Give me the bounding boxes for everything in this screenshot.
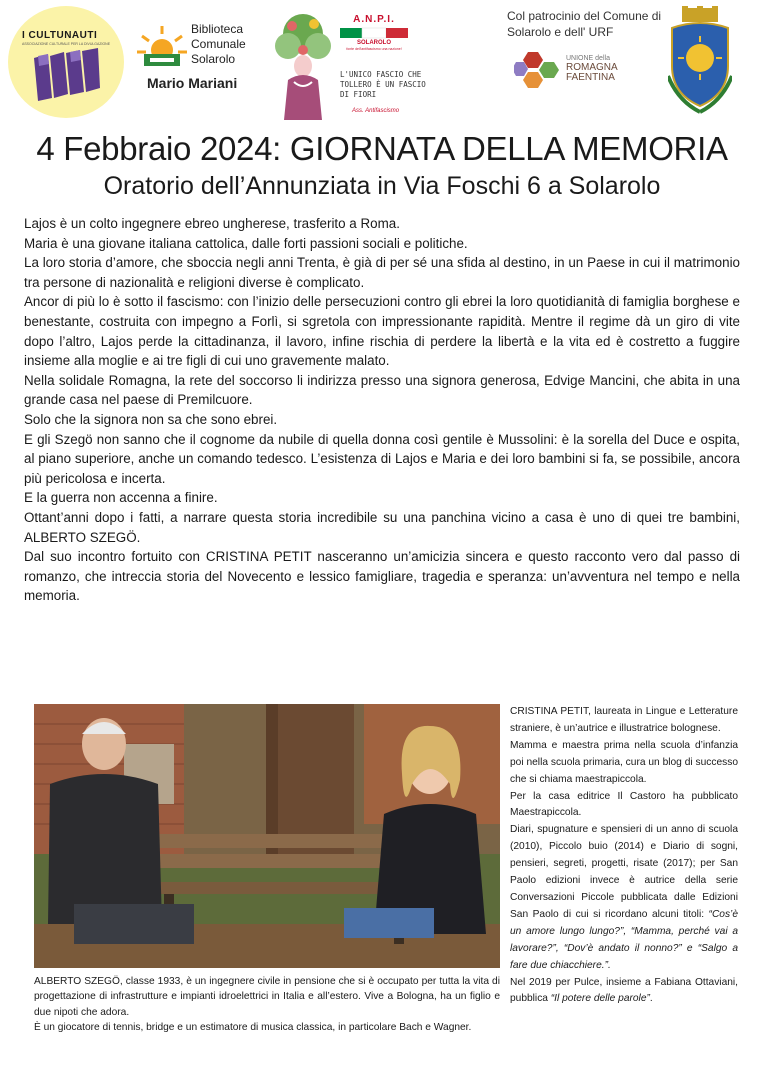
cultunauti-name: I CULTUNAUTI [22,30,98,41]
biblioteca-line3: Solarolo [191,52,236,66]
story-paragraph: Maria è una giovane italiana cattolica, dalle forti passioni sociali e politiche. [24,235,468,251]
caption-paragraph: È un giocatore di tennis, bridge e un estimatore di musica classica, in particolare Bach e Wagner. [34,1022,472,1034]
page-title: 4 Febbraio 2024: GIORNATA DELLA MEMORIA [36,130,728,167]
bio-book-title: “Il potere delle parole” [550,993,650,1005]
cristina-bio [510,704,738,1008]
biblioteca-name: Mario Mariani [147,75,238,91]
story-paragraph: Ottant’anni dopo i fatti, a narrare questa storia incredibile su una panchina vicino a casa è uno di quei tre bambini, ALBERTO SZEGÖ. [24,509,740,545]
bio-text: Diari, spugnature e spensieri di un anno di scuola (2010), Piccolo buio (2014) e Diario di sogni, pensieri, segreti, progetti, risate (2017); per San Paolo edizioni invece è autrice della serie Conversazioni Piccole pubblicata dalle Edizioni San Paolo di cui si ricordano alcuni titoli: [510,824,738,920]
anpi-note: fonte dell'antifascismo una nazione! [346,47,402,51]
bio-text: Nel 2019 per Pulce, insieme a Fabiana Ottaviani, pubblica [510,976,738,1005]
authors-photo [34,704,500,968]
unione-line1: UNIONE della [566,55,610,62]
bio-paragraph: CRISTINA PETIT, laureata in Lingue e Letterature straniere, è un’autrice e illustratrice bolognese. [510,706,738,734]
bio-paragraph: Per la casa editrice Il Castoro ha pubblicato Maestrapiccola. [510,790,738,819]
bio-paragraph: Mamma e maestra prima nella scuola d’infanzia poi nella scuola primaria, cura un blog di successo che si chiama maestrapiccola. [510,739,738,785]
biblioteca-line1: Biblioteca [191,22,244,36]
story-paragraph: E la guerra non accenna a finire. [24,490,218,506]
bio-paragraph [510,975,738,1009]
story-paragraph: Lajos è un colto ingegnere ebreo ungherese, trasferito a Roma. [24,216,400,231]
anpi-town: SOLAROLO [357,40,391,46]
biblioteca-line2: Comunale [191,37,246,51]
page-subtitle: Oratorio dell’Annunziata in Via Foschi 6 a Solarolo [103,172,661,200]
story-paragraph: Solo che la signora non sa che sono ebrei. [24,411,278,427]
unione-hexagons-icon [514,50,564,94]
alberto-caption [34,974,500,1036]
biblioteca-label [191,22,246,67]
story-paragraph: Dal suo incontro fortuito con CRISTINA PETIT nasceranno un’amicizia sincera e questo racconto vero dal passo di romanzo, che intreccia storia del Novecento e lessico famigliare, tragedia e speranza: un’avventura nel tempo e nella memoria. [24,549,740,604]
story-paragraph: Ancor di più lo è sotto il fascismo: con l’inizio delle persecuzioni contro gli ebrei la loro quotidianità di famiglia borghese e benestante, costruita con impegno a Forlì, si sgretola con impressionante rapidità. Mentre il regime dà un giro di vite dopo l’altro, Lajos perde la cittadinanza, il lavoro, infine rischia di perdere la libertà e la vita ed è costretto a fuggire insieme alla moglie e ai tre figli di cui uno gravemente malato. [24,294,740,369]
patronage-text: Col patrocinio del Comune di Solarolo e dell' URF [507,9,662,39]
anpi-name: A.N.P.I. [353,14,395,25]
story-paragraph: Nella solidale Romagna, la rete del soccorso li indirizza presso una signora generosa, Edvige Mancini, che abita in una grande casa nel paese di Premilcuore. [24,372,740,408]
caption-paragraph: ALBERTO SZEGÖ, classe 1933, è un ingegnere civile in pensione che si è occupato per tutta la vita di progettazione di infrastrutture e impianti idroelettrici in Italia e all’estero. Vive a Bologna, ha un figlio e due nipoti che adora. [34,976,500,1018]
anpi-quote: L'UNICO FASCIO CHE TOLLERO È UN FASCIO DI FIORI [340,70,426,99]
solarolo-crest-icon [668,6,732,116]
story-text [24,214,740,606]
anpi-quote-signature: Ass. Antifascismo [352,108,400,114]
story-paragraph: La loro storia d’amore, che sboccia negli anni Trenta, è già di per sé una sfida al destino, in un Paese in cui il matrimonio tra persone di nazionalità e religioni diverse è complicato. [24,255,740,290]
unione-line3: FAENTINA [566,72,615,83]
tree-woman-illustration-icon [270,10,336,122]
biblioteca-sun-icon [136,24,188,68]
unione-romagna-faentina [566,54,618,83]
bio-text: . [649,993,653,1005]
bio-paragraph [510,822,738,974]
bio-titles: “Cos’è un amore lungo lungo?”, “Mamma, perché vai a lavorare?”, “Dov’è andato il nonno?” e “Salgo a fare due chiacchiere.”. [510,908,738,971]
books-icon [8,6,124,118]
cultunauti-logo [8,6,124,118]
unione-line2: ROMAGNA [566,62,618,73]
story-paragraph: E gli Szegö non sanno che il cognome da nubile di quella donna così gentile è Mussolini: è la sorella del Duce e ospita, al piano superiore, anche un comando tedesco. L’esistenza di Lajos e Maria e dei loro bambini si fa, se possibile, ancora più pericolosa e incerta. [24,431,740,486]
cultunauti-subtitle: ASSOCIAZIONE CULTURALE PER LA DIVULGAZIONE [22,42,111,46]
